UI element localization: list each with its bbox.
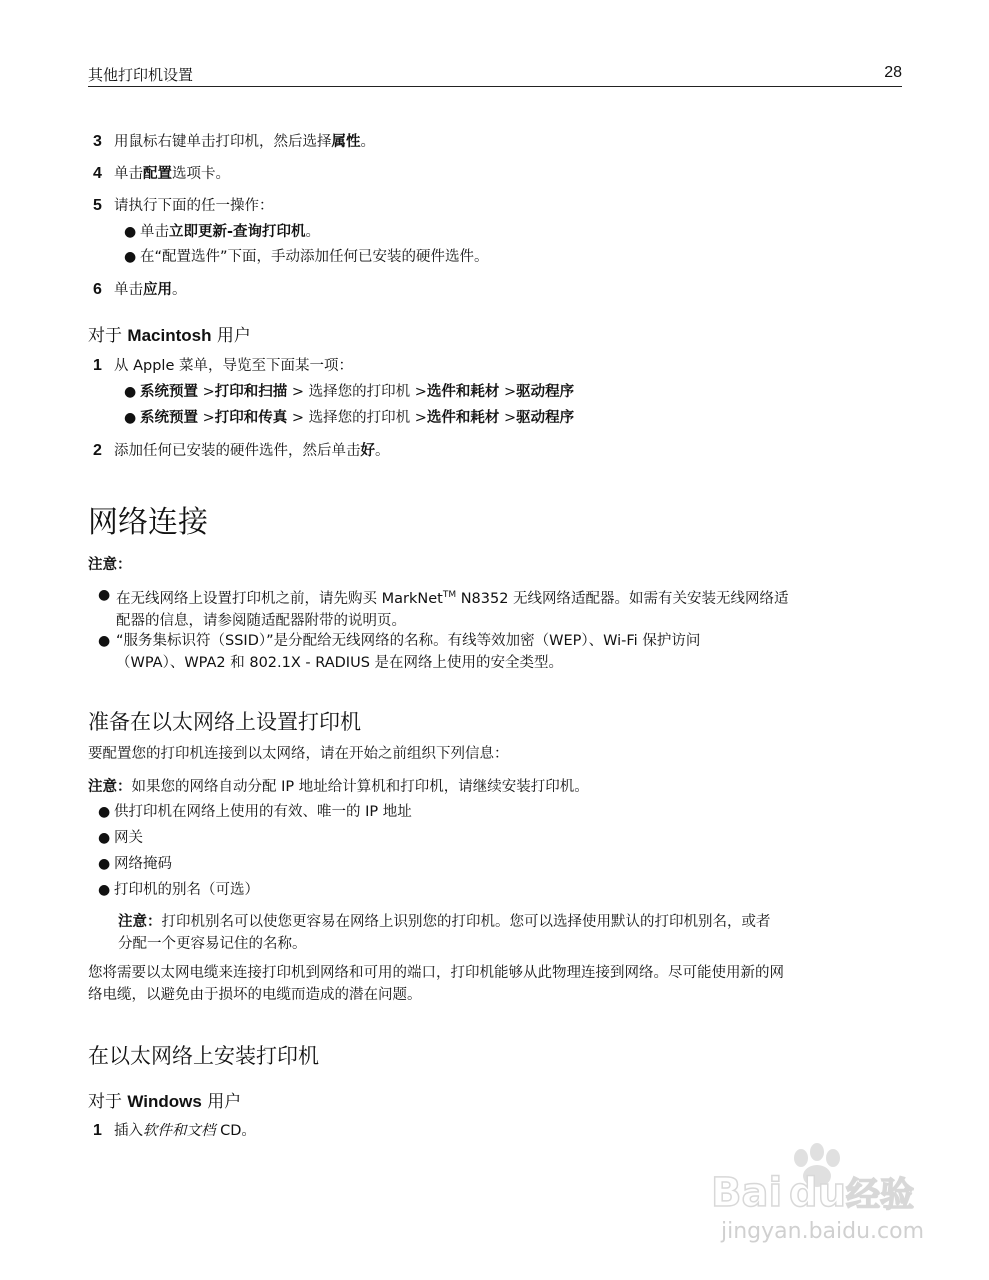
svg-text:jingyan.baidu.com: jingyan.baidu.com: [721, 1219, 925, 1244]
section-title-ethernet-install: 在以太网络上安装打印机: [88, 1044, 319, 1068]
step-number: 6: [93, 281, 102, 298]
bullet-icon: ●: [98, 830, 111, 846]
step-number: 1: [93, 1122, 102, 1139]
bullet-icon: ●: [98, 804, 111, 820]
network-bullet-2: ● “服务集标识符（SSID）”是分配给无线网络的名称。有线等效加密（WEP）、Wi-Fi 保护访问 （WPA）、WPA2 和 802.1X - RADIUS 是在网络上使用的安全类型。: [116, 630, 902, 674]
bullet-icon: ●: [98, 587, 111, 603]
step-number: 3: [93, 133, 102, 150]
step-text: 请执行下面的任一操作：: [114, 198, 274, 214]
step-number: 2: [93, 442, 102, 459]
ethernet-note: 注意：如果您的网络自动分配 IP 地址给计算机和打印机，请继续安装打印机。: [88, 779, 589, 795]
mac-bullet-2: ● 系统预置 >打印和传真 > 选择您的打印机 >选件和耗材 >驱动程序: [140, 407, 574, 429]
section-title-ethernet-prep: 准备在以太网络上设置打印机: [88, 710, 361, 734]
list-item: ● 打印机的别名（可选）: [114, 879, 900, 901]
mac-bullet-1: ● 系统预置 >打印和扫描 > 选择您的打印机 >选件和耗材 >驱动程序: [140, 381, 574, 403]
step-text: 添加任何已安装的硬件选件，然后单击好。: [114, 443, 390, 459]
list-item: ● 供打印机在网络上使用的有效、唯一的 IP 地址: [114, 801, 900, 823]
step5-bullet-2: ● 在“配置选件”下面，手动添加任何已安装的硬件选件。: [140, 246, 489, 268]
ethernet-intro: 要配置您的打印机连接到以太网络，请在开始之前组织下列信息：: [88, 746, 509, 762]
step-number: 4: [93, 165, 102, 182]
step-text: 从 Apple 菜单，导览至下面某一项：: [114, 358, 353, 374]
network-bullet-1: ● 在无线网络上设置打印机之前，请先购买 MarkNet™ N8352 无线网络适配器。如需有关安装无线网络适 配器的信息，请参阅随适配器附带的说明页。: [116, 584, 902, 632]
windows-heading: 对于 Windows 用户: [88, 1092, 242, 1112]
step-text: 单击配置选项卡。: [114, 166, 230, 182]
page-number: 28: [884, 64, 902, 81]
step-text: 插入软件和文档 CD。: [114, 1123, 256, 1139]
bullet-icon: ●: [124, 410, 137, 426]
step-text: 单击应用。: [114, 282, 187, 298]
baidu-watermark: [701, 1138, 931, 1248]
cable-paragraph: 您将需要以太网电缆来连接打印机到网络和可用的端口，打印机能够从此物理连接到网络。尽可能使用新的网 络电缆，以避免由于损坏的电缆而造成的潜在问题。: [88, 965, 784, 1003]
mac-heading: 对于 Macintosh 用户: [88, 326, 251, 346]
svg-text:经验: 经验: [846, 1175, 914, 1215]
svg-text:du: du: [789, 1170, 847, 1216]
bullet-icon: ●: [98, 882, 111, 898]
svg-text:Bai: Bai: [711, 1170, 783, 1216]
bullet-icon: ●: [124, 249, 137, 265]
bullet-icon: ●: [124, 384, 137, 400]
alias-note: 注意：打印机别名可以使您更容易在网络上识别您的打印机。您可以选择使用默认的打印机别名，或者 分配一个更容易记住的名称。: [118, 914, 771, 952]
bullet-icon: ●: [98, 633, 111, 649]
step-number: 5: [93, 197, 102, 214]
step-text: 用鼠标右键单击打印机，然后选择属性。: [114, 134, 375, 150]
bullet-icon: ●: [98, 856, 111, 872]
list-item: ● 网络掩码: [114, 853, 900, 875]
paw-logo-icon: [701, 1138, 931, 1248]
list-item: ● 网关: [114, 827, 900, 849]
header-title: 其他打印机设置: [88, 66, 194, 84]
step-number: 1: [93, 357, 102, 374]
bullet-icon: ●: [124, 224, 137, 240]
page-header: [88, 64, 902, 87]
step5-bullet-1: ● 单击立即更新-查询打印机。: [140, 221, 320, 243]
section-title-network: 网络连接: [88, 505, 208, 540]
network-note-label: 注意：: [88, 557, 132, 573]
